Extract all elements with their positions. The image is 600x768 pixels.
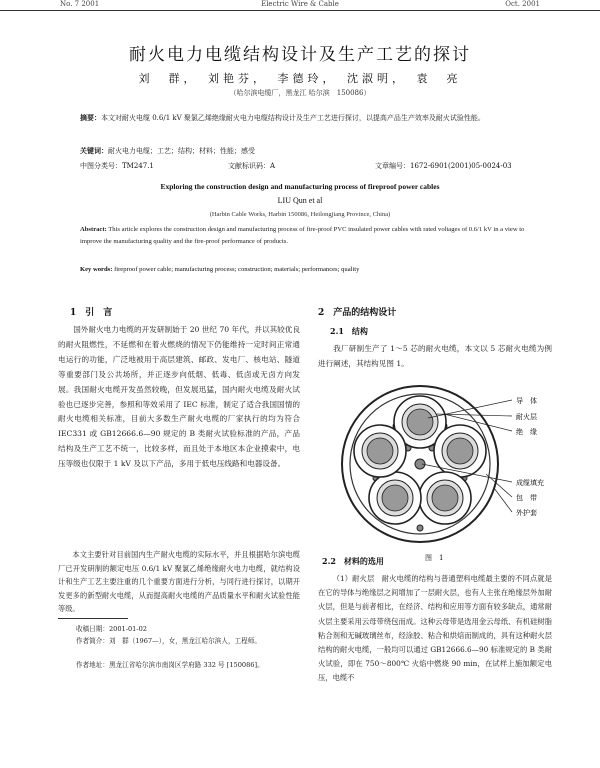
cable-cross-section-figure [316,378,556,556]
footnote-address: 作者地址：黑龙江省哈尔滨市南岗区学府路 332 号 [150086]。 [76,661,264,669]
footnote-rule [58,618,128,619]
header-center: Electric Wire & Cable [261,0,339,8]
english-abstract-text: This article explores the construction design and manufacturing process of fire-proof PVC insulated power cables with rated voltages of 0.6/1 kV in a view to improve the manufacturing quality and the fire-proof performance of products. [80,226,525,245]
core-5 [354,425,406,477]
footnote-bio: 作者简介：刘 群（1967—），女，黑龙江哈尔滨人，工程师。 [76,637,261,645]
english-keywords [80,266,530,273]
core-4 [369,472,421,524]
label-tape: 包 带 [516,494,537,502]
subsection-2-2-paragraph: （1）耐火层 耐火电缆的结构与普通塑料电缆最主要的不同点就是在它的导体与绝缘层之间增加了一层耐火层，也有人主张在绝缘层外加耐火层，但是与前者相比，在经济、结构和应用等方面有较多缺点，通常耐火层主要采用云母带绕包而成。这种云母带是选用金云母纸、有机硅树脂粘合剂和无碱玻璃丝布，经涂胶、粘合和烘焙而制成的，具有这种耐火层结构的耐火电缆，一般均可以通过 GB12666.6—90 标准规定的 B 类耐火试验，即在 750～800℃ 火焰中燃烧 90 min，在试样上施加额定电压，电缆不 [318,574,552,683]
abstract-cn-label: 摘要： [80,113,101,122]
subsection-2-1-paragraph: 我厂研制生产了 1～5 芯的耐火电缆，本文以 5 芯耐火电缆为例进行阐述，其结构见图 1。 [318,344,552,368]
subsection-2-2-heading: 2.2 材料的选用 [322,556,384,566]
author-list: 刘 群， 刘艳芬， 李德玲， 沈淑明， 袁 亮 [138,72,462,85]
filler-grain [417,525,423,531]
keywords-cn-text: 耐火电力电缆；工艺；结构；材料；性能；感受 [108,147,255,155]
english-authors: LIU Qun et al [277,196,323,205]
subsection-2-1-heading: 2.1 结构 [330,326,368,336]
header-right: Oct. 2001 [505,0,540,8]
document-code: 文献标识码：A [228,162,276,170]
label-fireproof-layer: 耐火层 [516,413,537,421]
footnote-received: 收稿日期：2001-01-02 [76,625,147,633]
paper-title: 耐火电力电缆结构设计及生产工艺的探讨 [129,45,471,65]
english-keywords-text: fireproof power cable; manufacturing process; construction; materials; performances; quality [114,266,360,273]
english-affiliation: (Harbin Cable Works, Harbin 150086, Heilongjiang Province, China) [209,211,391,218]
english-abstract-label: Abstract: [80,226,107,233]
label-outer-sheath: 外护套 [516,509,537,517]
label-filler: 成缆填充 [516,479,544,487]
section-2-heading: 2 产品的结构设计 [318,308,397,318]
abstract-cn [80,112,530,124]
english-abstract [80,224,530,248]
english-title: Exploring the construction design and manufacturing process of fireproof power cables [160,182,440,191]
keywords-cn [80,145,530,157]
label-conductor: 导 体 [516,397,537,405]
core-2 [434,425,486,477]
figure-caption: 图 1 [425,554,444,562]
header-left: No. 7 2001 [60,0,100,8]
section-1-paragraph-1: 国外耐火电力电缆的开发研制始于 20 世纪 70 年代，并以其较优良的耐火阻燃性，不延燃和在着火燃烧的情况下仍能维持一定时间正常通电运行的功能，广泛地被用于高层建筑、邮政、发电厂、核电站、隧道等重要部门及公共场所，并正逐步向低烟、低毒、低卤或无卤方向发展。我国耐火电缆开发虽然较晚，但发展迅猛，国内耐火电缆及耐火试验也已逐步完善，参照和等效采用了 IEC 标准，制定了适合我国国情的耐火电缆相关标准，目前大多数生产耐火电缆的厂家执行的均为符合 IEC331 或 GB12666.6—90 规定的 B 类耐火试验标准的产品，产品结构及生产工艺不统一，比较多样，而且处于本地区本企业摸索中，电压等级也仅限于 1 kV 及以下产品，多用于低电压线路和电器设备。 [58,325,300,469]
core-3 [419,472,471,524]
article-number: 文章编号：1672-6901(2001)05-0024-03 [375,162,512,170]
english-keywords-label: Key words: [80,266,113,273]
clc-number: 中图分类号：TM247.1 [80,162,154,170]
affiliation: （哈尔滨电缆厂，黑龙江 哈尔滨 150086） [229,89,371,97]
abstract-cn-text: 本文对耐火电缆 0.6/1 kV 聚氯乙烯绝缘耐火电力电缆结构设计及生产工艺进行探讨，以提高产品生产效率及耐火试验性能。 [101,114,485,122]
section-1-heading: 1 引 言 [70,308,113,318]
running-header [0,0,600,11]
keywords-cn-label: 关键词： [80,146,108,155]
section-1-paragraph-2: 本文主要针对目前国内生产耐火电缆的实际水平，并且根据哈尔滨电缆厂已开发研制的额定电压 0.6/1 kV 聚氯乙烯绝缘耐火电力电缆，就结构设计和生产工艺主要注重的几个重要方面进行分析，与同行进行探讨，以期开发更多的新型耐火电缆，从而提高耐火电缆的产品质量水平和耐火试验性能等级。 [58,550,300,613]
label-insulation: 绝 缘 [516,428,537,436]
